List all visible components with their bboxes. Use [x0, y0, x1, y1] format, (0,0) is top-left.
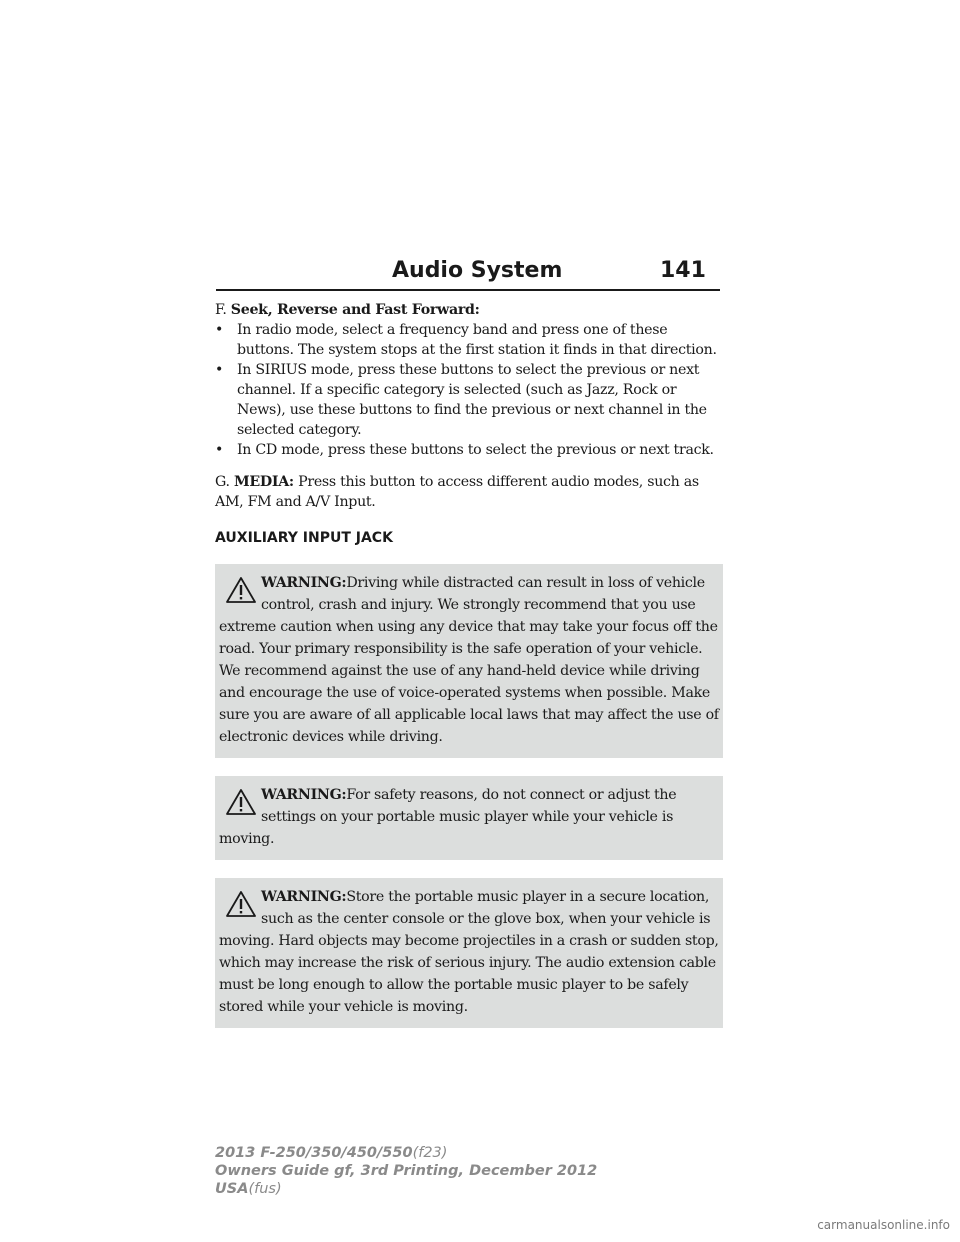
warning-label: WARNING: — [261, 889, 347, 905]
warning-box — [215, 776, 723, 860]
item-f-bullet-list — [215, 320, 723, 460]
list-item — [215, 360, 723, 440]
footer-line-3 — [215, 1180, 597, 1198]
page-content — [215, 300, 723, 1046]
item-g-letter: G. — [215, 474, 230, 490]
bullet-icon: • — [215, 442, 224, 458]
warning-text: extreme caution when using any device that may take your focus off the road. Your primary responsibility is the safe operation of your vehicle. We recommend against the use of any hand-held device while driving and encourage the use of voice-operated systems when possible. Make sure you are aware of all applicable local laws that may affect the use of electronic devices while driving. — [219, 619, 719, 745]
warning-second-line: settings on your portable music player while your vehicle is — [261, 809, 674, 825]
warning-first-line — [219, 784, 719, 806]
warning-box — [215, 564, 723, 758]
warning-line-1: For safety reasons, do not connect or adjust the — [346, 787, 677, 803]
warning-label: WARNING: — [261, 787, 347, 803]
item-f-letter: F. — [215, 302, 227, 318]
footer-line-2: Owners Guide gf, 3rd Printing, December 2012 — [215, 1163, 598, 1179]
warning-first-line — [219, 886, 719, 908]
bullet-text: In radio mode, select a frequency band and press one of these buttons. The system stops at the first station it finds in that direction. — [237, 322, 717, 358]
page-section-title: Audio System — [392, 258, 563, 283]
warning-text: moving. Hard objects may become projectiles in a crash or sudden stop, which may increase the risk of serious injury. The audio extension cable must be long enough to allow the portable music player to be safely stored while your vehicle is moving. — [219, 933, 719, 1015]
item-f-heading — [215, 300, 723, 320]
warning-line-1: Driving while distracted can result in loss of vehicle — [346, 575, 705, 591]
watermark-link[interactable]: carmanualsonline.info — [817, 1218, 950, 1232]
footer-model: 2013 F-250/350/450/550 — [215, 1145, 413, 1161]
bullet-text: In CD mode, press these buttons to select the previous or next track. — [237, 442, 714, 458]
footer-market-code: (fus) — [248, 1181, 282, 1197]
page-number: 141 — [660, 258, 706, 283]
bullet-text: In SIRIUS mode, press these buttons to select the previous or next channel. If a specific category is selected (such as Jazz, Rock or News), use these buttons to find the previous or next channel in the selected category. — [237, 362, 707, 438]
warning-box — [215, 878, 723, 1028]
item-g-text: Press this button to access different audio modes, such as AM, FM and A/V Input. — [215, 474, 699, 510]
warning-triangle-icon — [225, 788, 257, 816]
warning-triangle-icon — [225, 576, 257, 604]
warning-triangle-icon — [225, 890, 257, 918]
warning-text: moving. — [219, 831, 275, 847]
bullet-icon: • — [215, 322, 224, 338]
list-item — [215, 440, 723, 460]
warning-line-1: Store the portable music player in a secure location, — [346, 889, 710, 905]
warning-second-line: control, crash and injury. We strongly recommend that you use — [261, 597, 696, 613]
item-g-label: MEDIA: — [233, 474, 294, 490]
warning-label: WARNING: — [261, 575, 347, 591]
bullet-icon: • — [215, 362, 224, 378]
footer-model-code: (f23) — [412, 1145, 448, 1161]
footer-market: USA — [215, 1181, 249, 1197]
document-footer — [215, 1144, 597, 1198]
list-item — [215, 320, 723, 360]
warning-second-line: such as the center console or the glove box, when your vehicle is — [261, 911, 711, 927]
header-divider — [216, 289, 720, 291]
section-heading: AUXILIARY INPUT JACK — [215, 530, 393, 546]
warning-first-line — [219, 572, 719, 594]
footer-line-1 — [215, 1144, 597, 1162]
item-f-label: Seek, Reverse and Fast Forward: — [230, 302, 480, 318]
item-g-paragraph — [215, 472, 723, 512]
